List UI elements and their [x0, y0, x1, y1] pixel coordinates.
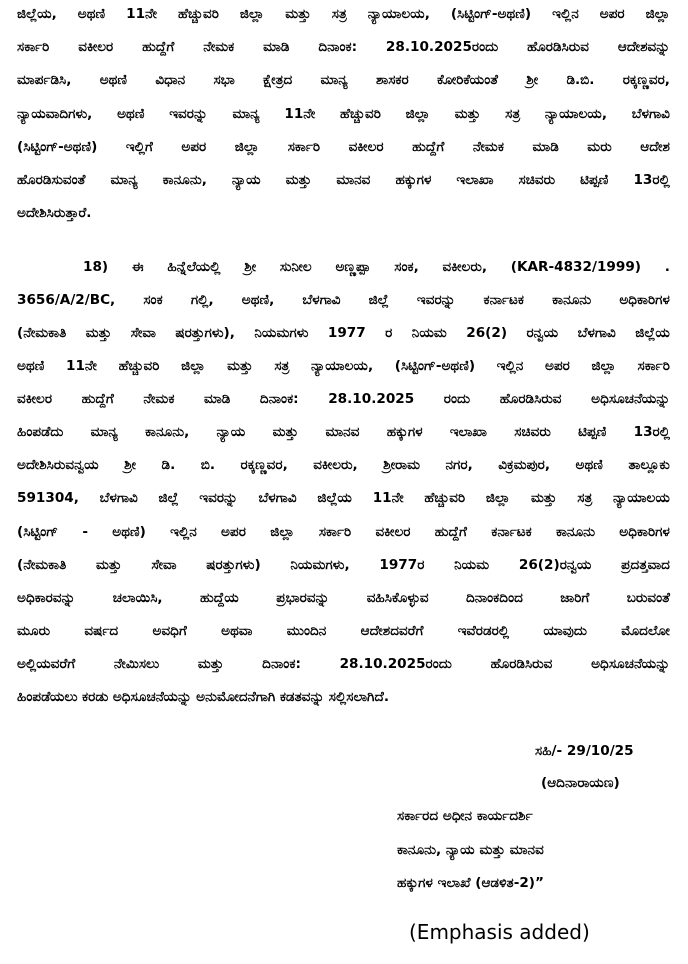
- text-line: ಅಲ್ಲಿಯವರೆಗೆ ನೇಮಿಸಲು ಮತ್ತು ದಿನಾಂಕ: 28.10.2025ರಂದು ಹೊರಡಿಸಿರುವ ಅಧಿಸೂಚನೆಯನ್ನು: [17, 656, 670, 672]
- text-line: ಹಿಂಪಡೆದು ಮಾನ್ಯ ಕಾನೂನು, ನ್ಯಾಯ ಮತ್ತು ಮಾನವ ಹಕ್ಕುಗಳ ಇಲಾಖಾ ಸಚಿವರು ಟಿಪ್ಪಣಿ 13ರಲ್ಲಿ: [17, 424, 670, 440]
- text-line: ಅಧಿಕಾರವನ್ನು ಚಲಾಯಿಸಿ, ಹುದ್ದೆಯ ಪ್ರಭಾರವನ್ನು ವಹಿಸಿಕೊಳ್ಳುವ ದಿನಾಂಕದಿಂದ ಜಾರಿಗೆ ಬರುವಂತೆ: [17, 590, 670, 606]
- text-line: 591304, ಬೆಳಗಾವಿ ಜಿಲ್ಲೆ ಇವರನ್ನು ಬೆಳಗಾವಿ ಜಿಲ್ಲೆಯ 11ನೇ ಹೆಚ್ಚುವರಿ ಜಿಲ್ಲಾ ಮತ್ತು ಸತ್ರ ನ್ಯಾಯಾಲಯ: [17, 490, 670, 506]
- text-line: (ಸಿಟ್ಟಿಂಗ್ - ಅಥಣಿ) ಇಲ್ಲಿನ ಅಪರ ಜಿಲ್ಲಾ ಸರ್ಕಾರಿ ವಕೀಲರ ಹುದ್ದೆಗೆ ಕರ್ನಾಟಕ ಕಾನೂನು ಅಧಿಕಾರಿಗಳ: [17, 524, 670, 540]
- text-line: (ನೇಮಕಾತಿ ಮತ್ತು ಸೇವಾ ಷರತ್ತುಗಳು) ನಿಯಮಗಳು, 1977ರ ನಿಯಮ 26(2)ರನ್ವಯ ಪ್ರದತ್ತವಾದ: [17, 557, 670, 573]
- text-line: ಹಿಂಪಡೆಯಲು ಕರಡು ಅಧಿಸೂಚನೆಯನ್ನು ಅನುಮೋದನೆಗಾಗಿ ಕಡತವನ್ನು ಸಲ್ಲಿಸಲಾಗಿದೆ.: [17, 689, 389, 705]
- emphasis-note: (Emphasis added): [409, 920, 590, 944]
- signatory-name: (ಆದಿನಾರಾಯಣ): [541, 775, 620, 791]
- text-line: ಜಿಲ್ಲೆಯ, ಅಥಣಿ 11ನೇ ಹೆಚ್ಚುವರಿ ಜಿಲ್ಲಾ ಮತ್ತು ಸತ್ರ ನ್ಯಾಯಾಲಯ, (ಸಿಟ್ಟಿಂಗ್-ಅಥಣಿ) ಇಲ್ಲಿನ ಅಪರ ಜಿಲ್ಲಾ: [17, 6, 670, 22]
- text-line: ಮಾರ್ಪಡಿಸಿ, ಅಥಣಿ ವಿಧಾನ ಸಭಾ ಕ್ಷೇತ್ರದ ಮಾನ್ಯ ಶಾಸಕರ ಕೋರಿಕೆಯಂತೆ ಶ್ರೀ ಡಿ.ಬಿ. ರಕ್ಕಣ್ಣವರ,: [17, 72, 670, 88]
- signature-signed-date: ಸಹಿ/- 29/10/25: [535, 743, 634, 759]
- text-line: (ನೇಮಕಾತಿ ಮತ್ತು ಸೇವಾ ಷರತ್ತುಗಳು), ನಿಯಮಗಳು 1977 ರ ನಿಯಮ 26(2) ರನ್ವಯ ಬೆಳಗಾವಿ ಜಿಲ್ಲೆಯ: [17, 325, 670, 341]
- text-line: ಸರ್ಕಾರಿ ವಕೀಲರ ಹುದ್ದೆಗೆ ನೇಮಕ ಮಾಡಿ ದಿನಾಂಕ: 28.10.2025ರಂದು ಹೊರಡಿಸಿರುವ ಆದೇಶವನ್ನು: [17, 39, 670, 55]
- text-line: ನ್ಯಾಯವಾದಿಗಳು, ಅಥಣಿ ಇವರನ್ನು ಮಾನ್ಯ 11ನೇ ಹೆಚ್ಚುವರಿ ಜಿಲ್ಲಾ ಮತ್ತು ಸತ್ರ ನ್ಯಾಯಾಲಯ, ಬೆಳಗಾವಿ: [17, 106, 670, 122]
- department-line-1: ಕಾನೂನು, ನ್ಯಾಯ ಮತ್ತು ಮಾನವ: [397, 842, 544, 858]
- department-line-2: ಹಕ್ಕುಗಳ ಇಲಾಖೆ (ಆಡಳಿತ-2)”: [397, 875, 544, 891]
- text-line: ಅಥಣಿ 11ನೇ ಹೆಚ್ಚುವರಿ ಜಿಲ್ಲಾ ಮತ್ತು ಸತ್ರ ನ್ಯಾಯಾಲಯ, (ಸಿಟ್ಟಿಂಗ್-ಅಥಣಿ) ಇಲ್ಲಿನ ಅಪರ ಜಿಲ್ಲಾ ಸರ್ಕಾರಿ: [17, 358, 670, 374]
- text-line: (ಸಿಟ್ಟಿಂಗ್-ಅಥಣಿ) ಇಲ್ಲಿಗೆ ಅಪರ ಜಿಲ್ಲಾ ಸರ್ಕಾರಿ ವಕೀಲರ ಹುದ್ದೆಗೆ ನೇಮಕ ಮಾಡಿ ಮರು ಆದೇಶ: [17, 139, 670, 155]
- text-line: 3656/A/2/BC, ಸಂಕ ಗಲ್ಲಿ, ಅಥಣಿ, ಬೆಳಗಾವಿ ಜಿಲ್ಲೆ ಇವರನ್ನು ಕರ್ನಾಟಕ ಕಾನೂನು ಅಧಿಕಾರಿಗಳ: [17, 292, 670, 308]
- text-line: ಮೂರು ವರ್ಷದ ಅವಧಿಗೆ ಅಥವಾ ಮುಂದಿನ ಆದೇಶದವರೆಗೆ ಇವೆರಡರಲ್ಲಿ ಯಾವುದು ಮೊದಲೋ: [17, 623, 670, 639]
- text-line: ಅದೇಶಿಸಿರುವನ್ವಯ ಶ್ರೀ ಡಿ. ಬಿ. ರಕ್ಕಣ್ಣವರ, ವಕೀಲರು, ಶ್ರೀರಾಮ ನಗರ, ವಿಕ್ರಮಪುರ, ಅಥಣಿ ತಾಲ್ಲೂಕು: [17, 457, 670, 473]
- text-line: ಅದೇಶಿಸಿರುತ್ತಾರೆ.: [17, 205, 92, 221]
- text-line: 18) ಈ ಹಿನ್ನೆಲೆಯಲ್ಲಿ ಶ್ರೀ ಸುನೀಲ ಅಣ್ಣಪ್ಪಾ ಸಂಕ, ವಕೀಲರು, (KAR-4832/1999) .: [83, 259, 670, 275]
- text-line: ಹೊರಡಿಸುವಂತೆ ಮಾನ್ಯ ಕಾನೂನು, ನ್ಯಾಯ ಮತ್ತು ಮಾನವ ಹಕ್ಕುಗಳ ಇಲಾಖಾ ಸಚಿವರು ಟಿಪ್ಪಣಿ 13ರಲ್ಲಿ: [17, 172, 670, 188]
- text-line: ವಕೀಲರ ಹುದ್ದೆಗೆ ನೇಮಕ ಮಾಡಿ ದಿನಾಂಕ: 28.10.2025 ರಂದು ಹೊರಡಿಸಿರುವ ಅಧಿಸೂಚನೆಯನ್ನು: [17, 391, 670, 407]
- signatory-designation: ಸರ್ಕಾರದ ಅಧೀನ ಕಾರ್ಯದರ್ಶಿ: [397, 808, 533, 824]
